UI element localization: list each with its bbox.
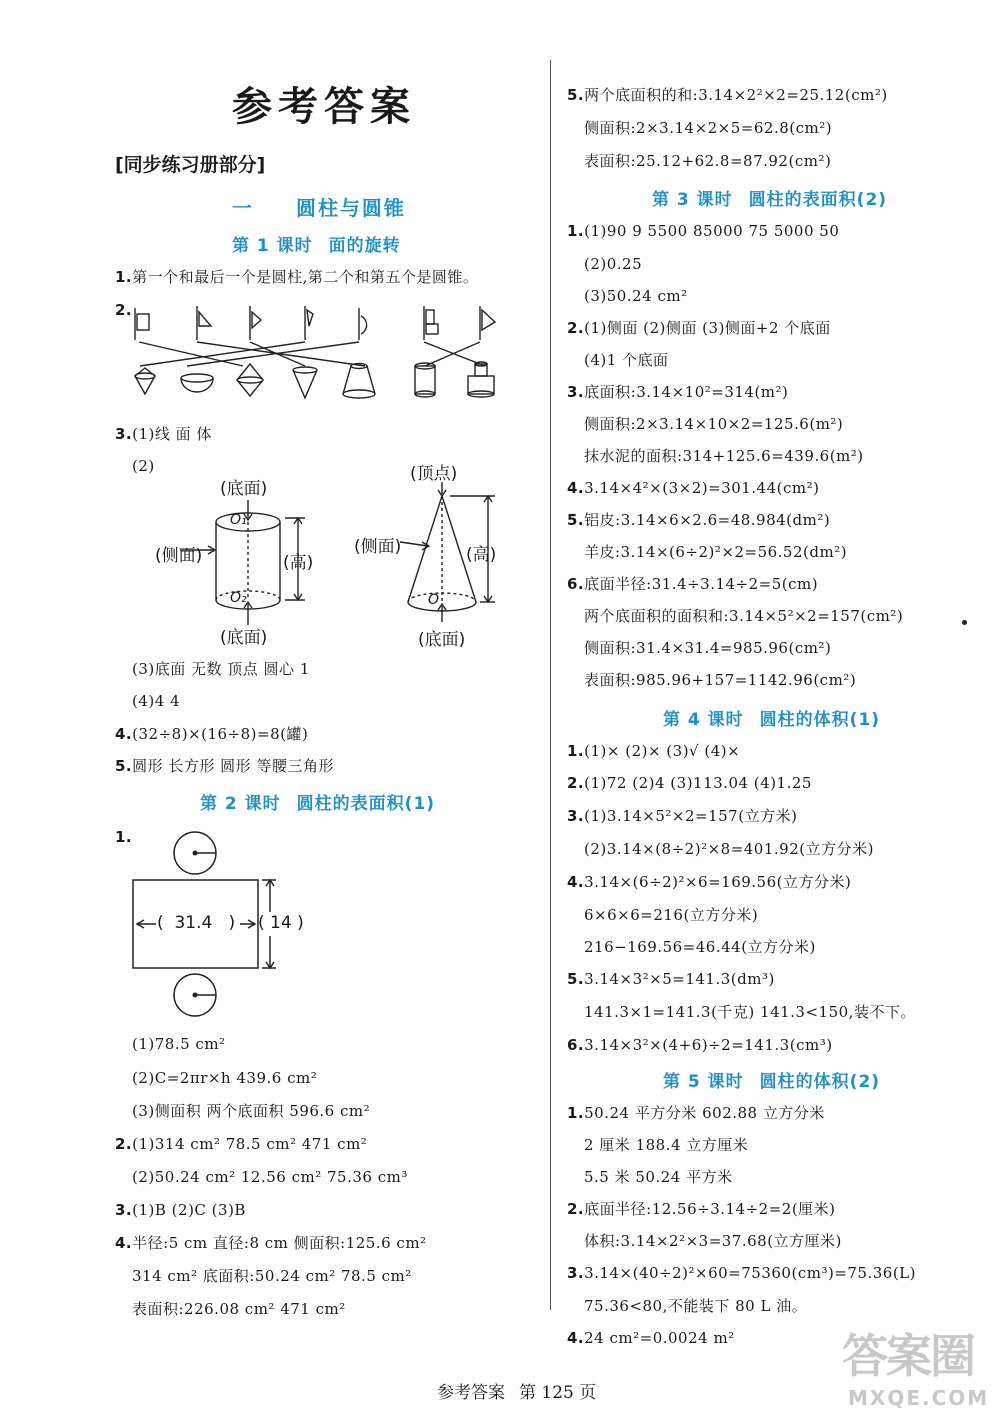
question-number: 3. xyxy=(567,807,585,825)
net-width-label: ( 31.4 ) xyxy=(157,913,236,933)
lesson-number: 第 2 课时 xyxy=(200,794,281,814)
lesson-number: 第 1 课时 xyxy=(232,236,313,256)
cylinder-height-label: (高) xyxy=(283,553,314,573)
lesson-5-heading xyxy=(663,1067,880,1092)
lesson-number: 第 4 课时 xyxy=(663,710,744,730)
lesson-2-heading xyxy=(200,789,435,814)
l2-q3 xyxy=(115,1200,246,1220)
l1-q3-p1 xyxy=(115,424,212,444)
l3-q1-a xyxy=(567,221,839,241)
o-label: O xyxy=(428,592,440,608)
l3-q6-d: 表面积:985.96+157=1142.96(cm²) xyxy=(584,671,857,689)
cylinder-side-label: (侧面) xyxy=(155,546,203,566)
column-divider xyxy=(550,60,551,1310)
cone-bottom-label: (底面) xyxy=(418,630,466,650)
footer-label: 参考答案 xyxy=(437,1383,505,1403)
question-number: 1. xyxy=(567,222,585,240)
l4-q4-c: 216−169.56=46.44(立方分米) xyxy=(584,938,816,956)
l3-q1-b: (2)0.25 xyxy=(584,255,643,273)
footer xyxy=(437,1378,596,1403)
answer-text: (1)侧面 (2)侧面 (3)侧面+2 个底面 xyxy=(584,319,831,337)
question-number: 5. xyxy=(115,757,133,775)
lesson-name: 圆柱的表面积(1) xyxy=(296,794,436,814)
answer-text: 圆形 长方形 圆形 等腰三角形 xyxy=(132,757,334,775)
shape-rect-flag xyxy=(424,306,438,340)
answer-text: 底面半径:12.56÷3.14÷2=2(厘米) xyxy=(584,1200,836,1218)
question-number: 1. xyxy=(567,742,585,760)
solid-cylinder xyxy=(415,363,435,397)
answer-text: 底面半径:31.4÷3.14÷2=5(cm) xyxy=(584,575,819,593)
l5-q3-a xyxy=(567,1263,916,1283)
question-number: 5. xyxy=(567,970,585,988)
shape-trapezoid-flag xyxy=(480,306,495,340)
lesson-number: 第 5 课时 xyxy=(663,1072,744,1092)
answer-text: 3.14×(40÷2)²×60=75360(cm³)=75.36(L) xyxy=(584,1264,916,1282)
cylinder-net-diagram xyxy=(130,828,330,1038)
l1-q1 xyxy=(115,267,478,287)
l4-q4-b: 6×6×6=216(立方分米) xyxy=(584,906,759,924)
answer-text: (1)3.14×5²×2=157(立方米) xyxy=(584,807,798,825)
question-number: 4. xyxy=(115,1234,133,1252)
l3-q2-a xyxy=(567,318,831,338)
answer-text: 底面积:3.14×10²=314(m²) xyxy=(584,383,789,401)
solid-frustum xyxy=(343,364,375,399)
l4-q3-b: (2)3.14×(8÷2)²×8=401.92(立方分米) xyxy=(584,840,874,858)
chapter-name: 圆柱与圆锥 xyxy=(295,196,406,220)
page-number: 第 125 页 xyxy=(519,1383,597,1403)
answer-text: 两个底面积的和:3.14×2²×2=25.12(cm²) xyxy=(584,86,888,104)
l5-q4 xyxy=(567,1328,735,1348)
net-height-label: ( 14 ) xyxy=(258,913,304,933)
solid-double-cone xyxy=(237,364,263,396)
chapter-number: 一 xyxy=(232,196,254,220)
solid-stacked-cylinders xyxy=(468,362,494,397)
l3-q3-b: 侧面积:2×3.14×10×2=125.6(m²) xyxy=(584,415,844,433)
lesson-number: 第 3 课时 xyxy=(652,190,733,210)
answer-text: 24 cm²=0.0024 m² xyxy=(584,1329,735,1347)
cone-side-label: (侧面) xyxy=(354,537,402,557)
answer-text: 3.14×(6÷2)²×6=169.56(立方分米) xyxy=(584,873,852,891)
question-number: 5. xyxy=(567,86,585,104)
chapter-heading xyxy=(232,192,406,221)
cylinder-bottom-label: (底面) xyxy=(220,628,268,648)
l4-q5-a xyxy=(567,969,775,989)
l3-q3-a xyxy=(567,382,788,402)
l5-q1-b: 2 厘米 188.4 立方厘米 xyxy=(584,1136,749,1154)
l2-q1-p2: (2)C=2πr×h 439.6 cm² xyxy=(132,1069,318,1087)
answer-text: 3.14×3²×(4+6)÷2=141.3(cm³) xyxy=(584,1036,833,1054)
question-number: 2. xyxy=(115,1135,133,1153)
watermark-logo: 答案圈 xyxy=(842,1329,974,1383)
question-number: 3. xyxy=(115,1201,133,1219)
l3-q5-a xyxy=(567,510,830,530)
l3-q6-c: 侧面积:31.4×31.4=985.96(cm²) xyxy=(584,639,832,657)
l5-q2-b: 体积:3.14×2²×3=37.68(立方厘米) xyxy=(584,1232,842,1250)
question-number: 4. xyxy=(567,1329,585,1347)
lesson-name: 圆柱的表面积(2) xyxy=(748,190,888,210)
page-title: 参考答案 xyxy=(232,83,416,130)
question-number: 1. xyxy=(115,268,133,286)
shape-rect-flag xyxy=(135,308,149,340)
answer-text: 3.14×3²×5=141.3(dm³) xyxy=(584,970,775,988)
question-number: 2. xyxy=(567,774,585,792)
l2-q5-a xyxy=(567,85,888,105)
l3-q5-b: 羊皮:3.14×(6÷2)²×2=56.52(dm²) xyxy=(584,543,848,561)
l3-q1-c: (3)50.24 cm² xyxy=(584,287,688,305)
question-number: 6. xyxy=(567,1036,585,1054)
l2-q5-c: 表面积:25.12+62.8=87.92(cm²) xyxy=(584,152,832,170)
l4-q4-a xyxy=(567,872,851,892)
margin-dot xyxy=(962,620,967,625)
l2-q2-b: (2)50.24 cm² 12.56 cm² 75.36 cm³ xyxy=(132,1168,408,1186)
question-number: 5. xyxy=(567,511,585,529)
l4-q6 xyxy=(567,1035,833,1055)
o1-label: O₁ xyxy=(230,512,247,528)
question-number: 2. xyxy=(567,1200,585,1218)
question-number: 3. xyxy=(567,1264,585,1282)
l3-q3-c: 抹水泥的面积:314+125.6=439.6(m²) xyxy=(584,447,864,465)
l5-q1-a xyxy=(567,1103,825,1123)
answer-text: (1)90 9 5500 85000 75 5000 50 xyxy=(584,222,840,240)
answer-text: (1)314 cm² 78.5 cm² 471 cm² xyxy=(132,1135,368,1153)
cylinder-top-label: (底面) xyxy=(220,479,268,499)
question-number: 4. xyxy=(567,479,585,497)
net-height-value: 14 xyxy=(270,913,292,933)
rotation-matching-diagram xyxy=(125,300,525,410)
answer-text: 50.24 平方分米 602.88 立方分米 xyxy=(584,1104,825,1122)
l2-q4-c: 表面积:226.08 cm² 471 cm² xyxy=(132,1300,346,1318)
watermark-url: MXQE.COM xyxy=(848,1386,990,1410)
l2-q2-a xyxy=(115,1134,367,1154)
l1-q4 xyxy=(115,724,308,744)
l4-q5-b: 141.3×1=141.3(千克) 141.3<150,装不下。 xyxy=(584,1003,916,1021)
answer-text: (1)B (2)C (3)B xyxy=(132,1201,246,1219)
l2-q1-p3: (3)侧面积 两个底面积 596.6 cm² xyxy=(132,1102,371,1120)
l5-q2-a xyxy=(567,1199,836,1219)
l4-q3-a xyxy=(567,806,797,826)
l5-q1-c: 5.5 米 50.24 平方米 xyxy=(584,1168,733,1186)
cone-top-label: (顶点) xyxy=(410,464,458,484)
section-heading: [同步练习册部分] xyxy=(115,154,266,176)
question-number: 4. xyxy=(567,873,585,891)
l1-q3-p4: (4)4 4 xyxy=(132,692,181,710)
l5-q3-b: 75.36<80,不能装下 80 L 油。 xyxy=(584,1297,808,1315)
question-number: 6. xyxy=(567,575,585,593)
net-width-value: 31.4 xyxy=(174,913,213,933)
l3-q6-b: 两个底面积的面积和:3.14×5²×2=157(cm²) xyxy=(584,607,904,625)
answer-text: (1)线 面 体 xyxy=(132,425,212,443)
l1-q5 xyxy=(115,756,334,776)
lesson-name: 圆柱的体积(2) xyxy=(759,1072,881,1092)
question-number: 3. xyxy=(115,425,133,443)
answer-text: 3.14×4²×(3×2)=301.44(cm²) xyxy=(584,479,820,497)
question-number: 1. xyxy=(567,1104,585,1122)
l2-q4-b: 314 cm² 底面积:50.24 cm² 78.5 cm² xyxy=(132,1267,412,1285)
answer-text: 第一个和最后一个是圆柱,第二个和第五个是圆锥。 xyxy=(132,268,479,286)
question-number: 4. xyxy=(115,725,133,743)
shape-semicircle-flag xyxy=(359,308,367,340)
question-number: 3. xyxy=(567,383,585,401)
lesson-4-heading xyxy=(663,705,880,730)
question-number: 2. xyxy=(567,319,585,337)
answer-text: (1)72 (2)4 (3)113.04 (4)1.25 xyxy=(584,774,812,792)
l2-q1-p1: (1)78.5 cm² xyxy=(132,1035,226,1053)
l2-q5-b: 侧面积:2×3.14×2×5=62.8(cm²) xyxy=(584,119,833,137)
answer-text: 铝皮:3.14×6×2.6=48.984(dm²) xyxy=(584,511,831,529)
solid-double-cone xyxy=(135,368,155,394)
shape-triangle-flag xyxy=(250,306,261,340)
question-number: 1. xyxy=(115,828,133,846)
l4-q1 xyxy=(567,741,740,761)
answer-text: (32÷8)×(16÷8)=8(罐) xyxy=(132,725,309,743)
lesson-name: 面的旋转 xyxy=(328,236,401,256)
lesson-1-heading xyxy=(232,231,401,256)
l3-q2-b: (4)1 个底面 xyxy=(584,351,669,369)
lesson-name: 圆柱的体积(1) xyxy=(759,710,881,730)
shape-triangle-flag xyxy=(305,306,313,340)
answer-text: 半径:5 cm 直径:8 cm 侧面积:125.6 cm² xyxy=(132,1234,427,1252)
l3-q4 xyxy=(567,478,820,498)
o2-label: O₂ xyxy=(230,590,247,606)
lesson-3-heading xyxy=(652,185,887,210)
solid-cone xyxy=(293,367,317,398)
l4-q2 xyxy=(567,773,812,793)
question-number: 2. xyxy=(115,301,133,319)
l1-q3-p3: (3)底面 无数 顶点 圆心 1 xyxy=(132,660,310,678)
answer-text: (1)× (2)× (3)√ (4)× xyxy=(584,742,741,760)
l1-q3-p2: (2) xyxy=(132,457,155,475)
l2-q4-a xyxy=(115,1233,427,1253)
solid-hemisphere xyxy=(181,374,213,392)
l3-q6-a xyxy=(567,574,818,594)
shape-triangle-flag xyxy=(197,306,211,340)
cone-height-label: (高) xyxy=(466,545,497,565)
